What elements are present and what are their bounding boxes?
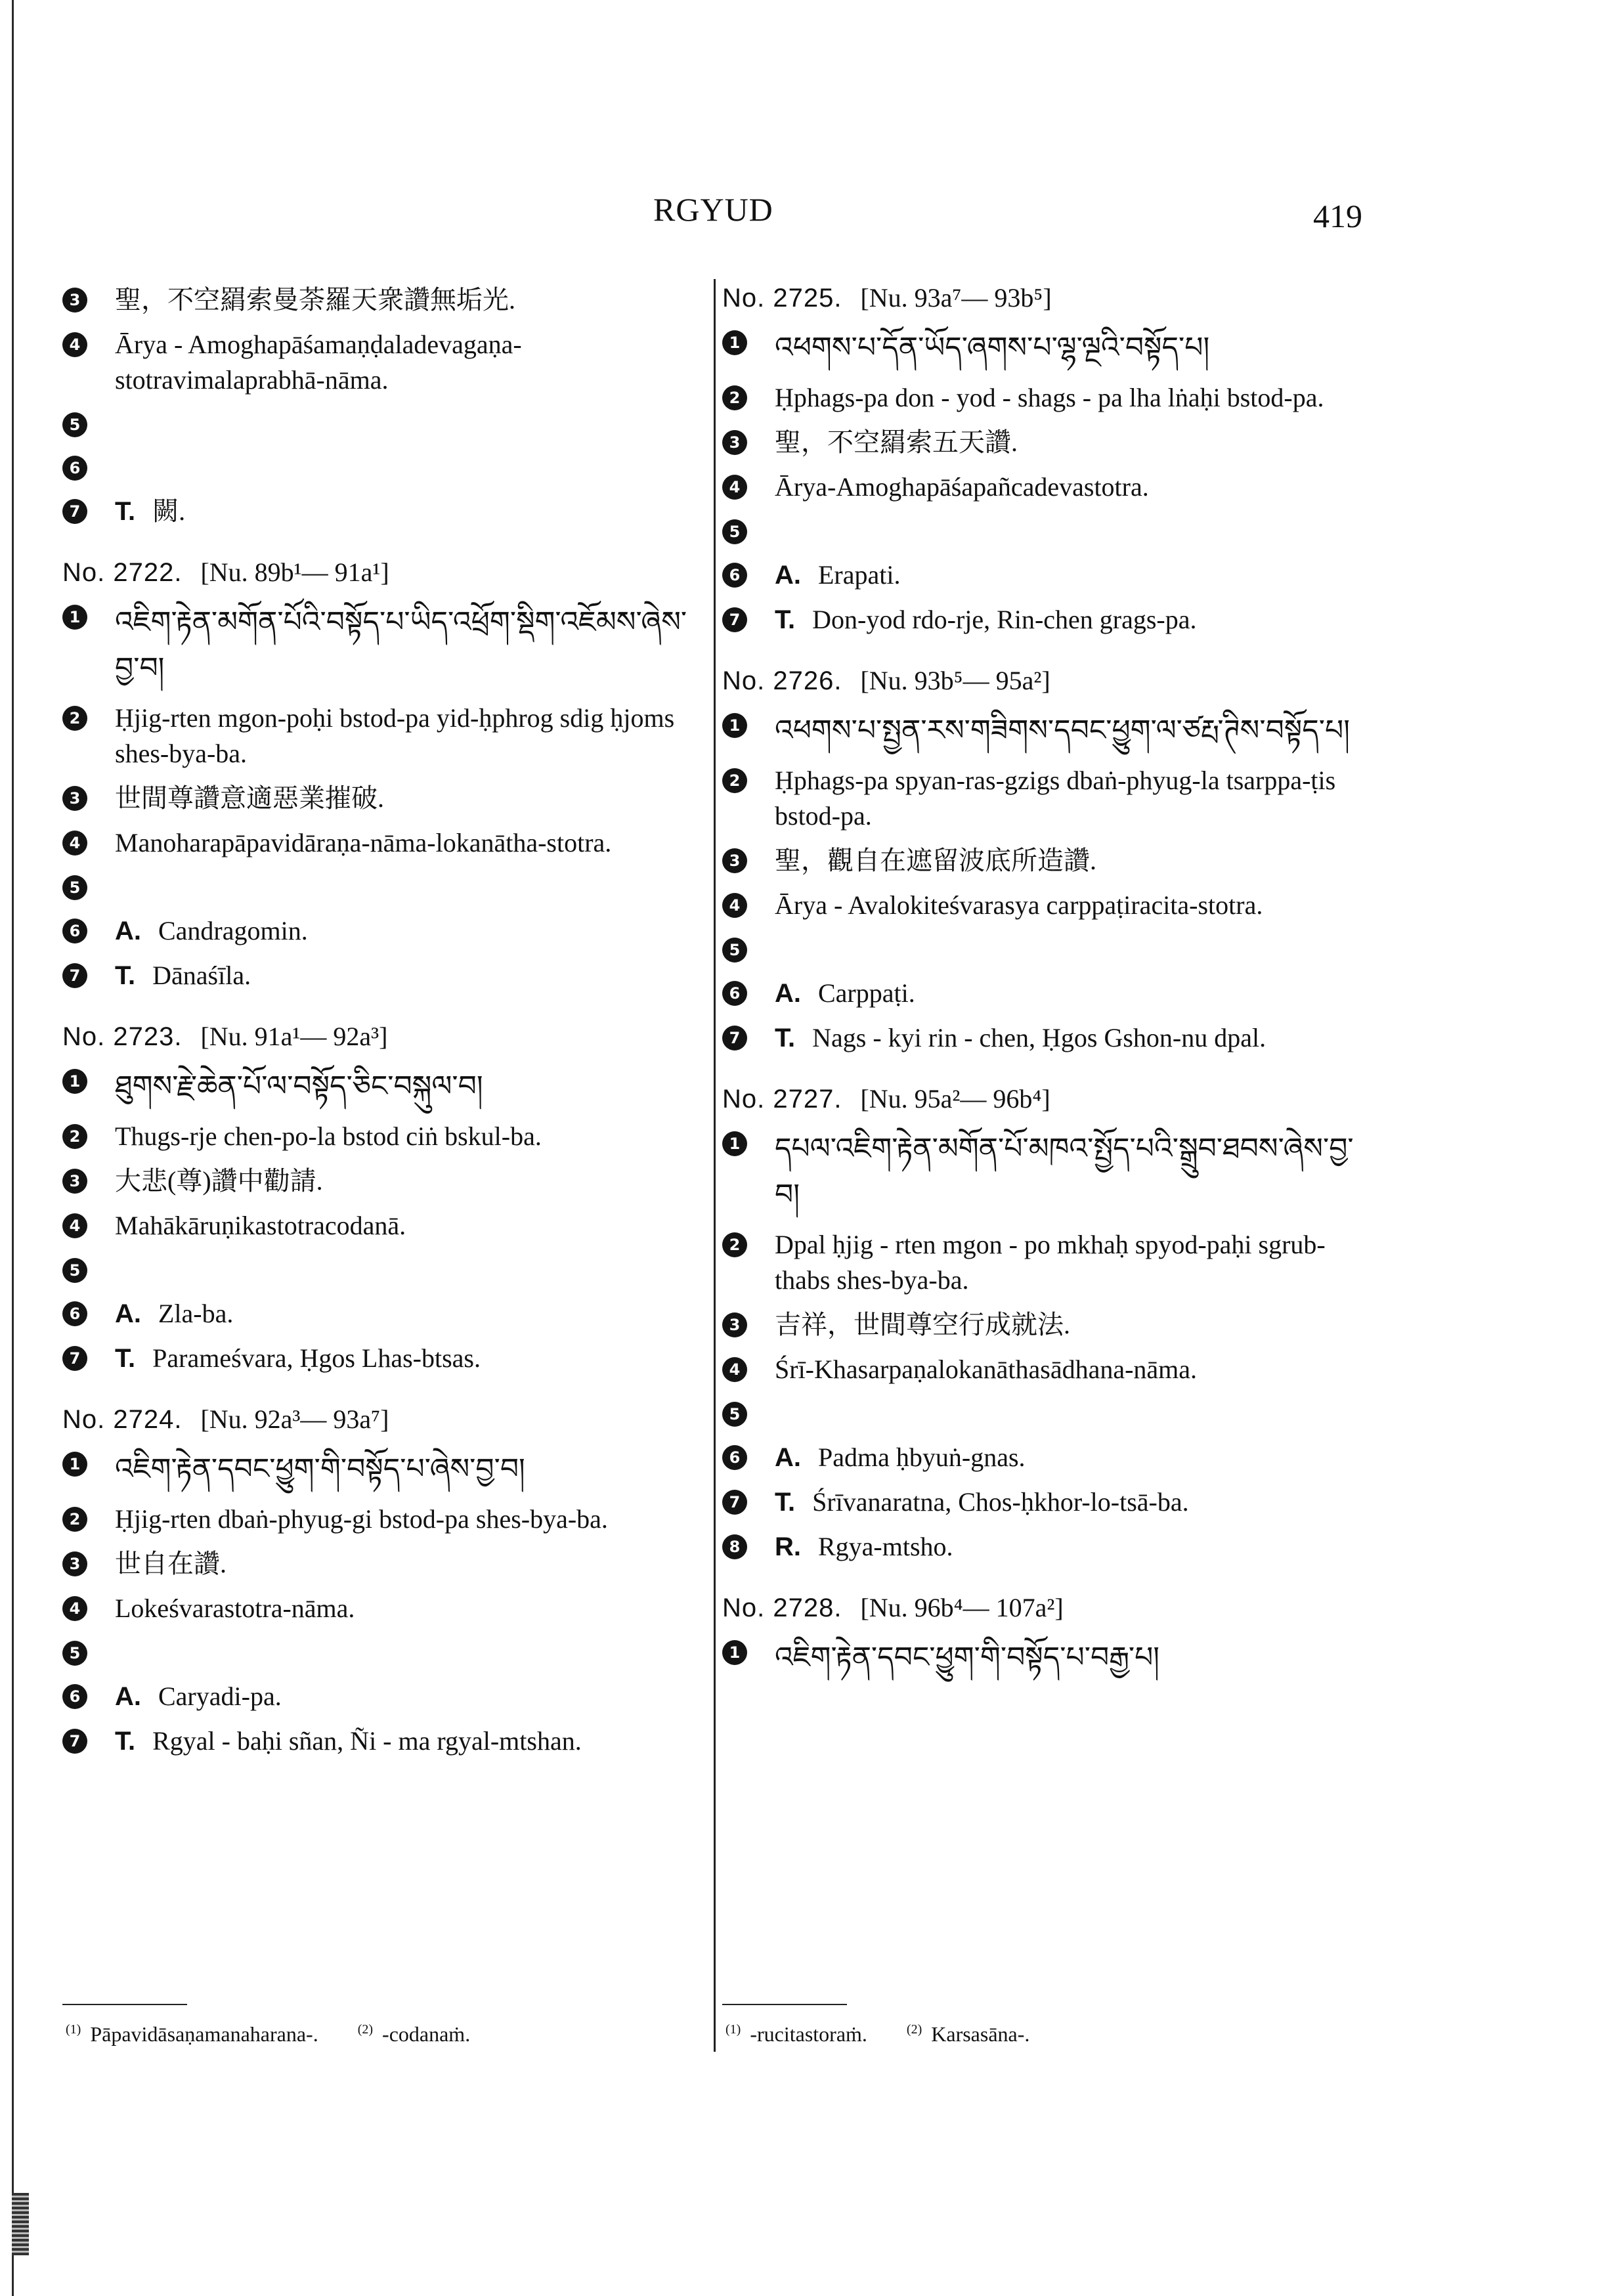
catalog-entry	[62, 1404, 709, 1759]
right-column	[722, 282, 1369, 1708]
field-number-badge: 1	[722, 713, 747, 738]
entry-number: No. 2726.	[722, 666, 842, 695]
field-row	[722, 514, 1369, 548]
field-row	[722, 976, 1369, 1011]
footnote-mark: (2)	[906, 2022, 922, 2037]
field-value: Erapati.	[818, 560, 901, 590]
field-row	[62, 1446, 709, 1492]
field-text	[115, 494, 709, 529]
field-prefix: A.	[775, 979, 801, 1008]
entry-header	[62, 1021, 709, 1052]
field-number-badge: 1	[722, 1131, 747, 1156]
field-number-badge: 4	[722, 1357, 747, 1382]
field-value: Ḥjig-rten mgon-poḥi bstod-pa yid-ḥphrog sdig ḥjoms shes-bya-ba.	[115, 703, 675, 768]
field-row	[62, 1723, 709, 1759]
field-row	[722, 1440, 1369, 1475]
catalog-entry	[722, 1083, 1369, 1565]
field-row	[62, 1591, 709, 1626]
field-number-badge: 1	[722, 1640, 747, 1665]
field-text	[115, 1163, 709, 1199]
field-text	[115, 1546, 709, 1582]
field-row	[722, 1020, 1369, 1056]
field-number-badge: 5	[62, 1641, 87, 1666]
field-number-badge: 5	[722, 1402, 747, 1427]
field-number-badge: 3	[722, 430, 747, 455]
field-number-badge: 6	[62, 456, 87, 481]
field-value: 吉祥，世間尊空行成就法.	[775, 1310, 1070, 1339]
field-row	[722, 1307, 1369, 1343]
field-prefix: A.	[115, 1299, 141, 1328]
field-row	[722, 763, 1369, 834]
field-text	[115, 701, 709, 771]
field-value: འཇིག་རྟེན་དབང་ཕྱུག་གི་བསྟོད་པ་ཞེས་བྱ་བ།	[115, 1452, 525, 1486]
tibetan-title	[775, 325, 1369, 371]
field-row	[62, 781, 709, 816]
field-value: Ḥjig-rten dbaṅ-phyug-gi bstod-pa shes-bya-ba.	[115, 1504, 608, 1534]
field-value: 世自在讚.	[115, 1549, 227, 1578]
entry-reference: [Nu. 96b⁴— 107a²]	[860, 1593, 1064, 1622]
field-value: Padma ḥbyuṅ-gnas.	[818, 1442, 1026, 1472]
field-row	[722, 425, 1369, 460]
field-text	[115, 1591, 709, 1626]
field-number-badge: 3	[722, 1312, 747, 1337]
field-row	[62, 450, 709, 485]
field-row	[62, 1208, 709, 1244]
entry-header	[722, 282, 1369, 313]
field-value: Caryadi-pa.	[158, 1681, 282, 1711]
field-number-badge: 3	[62, 786, 87, 811]
footnote	[907, 2022, 1029, 2047]
field-prefix: T.	[115, 1727, 136, 1756]
field-prefix: T.	[775, 1024, 796, 1052]
entry-reference: [Nu. 91a¹— 92a³]	[200, 1022, 388, 1051]
field-prefix: R.	[775, 1532, 801, 1561]
entry-header	[62, 557, 709, 588]
field-text	[775, 469, 1369, 505]
field-text	[115, 1341, 709, 1376]
catalog-entry	[722, 1592, 1369, 1681]
field-row	[722, 469, 1369, 505]
field-prefix: T.	[115, 961, 136, 990]
field-number-badge: 4	[62, 332, 87, 357]
tibetan-title	[775, 1126, 1369, 1218]
field-row	[62, 958, 709, 993]
field-value: ཐུགས་རྗེ་ཆེན་པོ་ལ་བསྟོད་ཅིང་བསྐུལ་བ།	[115, 1070, 483, 1103]
column-divider	[714, 279, 716, 2052]
entry-number: No. 2724.	[62, 1405, 183, 1434]
field-text	[115, 1296, 709, 1332]
footnotes-left	[66, 2022, 470, 2047]
footnote-mark: (2)	[357, 2022, 374, 2037]
entry-number: No. 2725.	[722, 284, 842, 313]
entry-number: No. 2728.	[722, 1593, 842, 1622]
field-row	[62, 1296, 709, 1332]
field-number-badge: 3	[62, 1169, 87, 1194]
entry-number: No. 2727.	[722, 1085, 842, 1114]
field-text	[115, 781, 709, 816]
field-row	[722, 325, 1369, 371]
footnotes-right	[725, 2022, 1029, 2047]
field-number-badge: 6	[62, 1301, 87, 1326]
running-title: RGYUD	[653, 191, 773, 228]
field-number-badge: 4	[722, 475, 747, 500]
field-prefix: A.	[115, 917, 141, 945]
field-number-badge: 1	[62, 1452, 87, 1477]
field-number-badge: 7	[722, 607, 747, 632]
field-text	[775, 1484, 1369, 1520]
tibetan-title	[115, 1064, 709, 1110]
field-row	[722, 557, 1369, 593]
field-row	[722, 843, 1369, 878]
field-value: Zla-ba.	[158, 1299, 234, 1328]
footnote-mark: (1)	[66, 2022, 81, 2037]
field-text	[775, 1307, 1369, 1343]
field-value: Ārya-Amoghapāśapañcadevastotra.	[775, 472, 1149, 502]
field-text	[115, 282, 709, 318]
tibetan-title	[775, 708, 1369, 754]
field-number-badge: 2	[722, 1232, 747, 1257]
field-value: Ārya - Avalokiteśvarasya carppaṭiracita-stotra.	[775, 890, 1263, 920]
entry-reference: [Nu. 93b⁵— 95a²]	[860, 666, 1050, 695]
field-text	[775, 1020, 1369, 1056]
field-number-badge: 4	[722, 893, 747, 918]
field-number-badge: 3	[62, 1551, 87, 1576]
entry-reference: [Nu. 92a³— 93a⁷]	[200, 1404, 389, 1434]
field-number-badge: 7	[62, 1346, 87, 1371]
entry-number: No. 2722.	[62, 558, 183, 587]
field-number-badge: 6	[722, 563, 747, 588]
field-value: Nags - kyi rin - chen, Ḥgos Gshon-nu dpal.	[812, 1023, 1266, 1052]
field-row	[62, 1163, 709, 1199]
field-number-badge: 7	[722, 1026, 747, 1051]
field-number-badge: 3	[62, 288, 87, 313]
field-value: 世間尊讚意適惡業摧破.	[115, 783, 384, 813]
field-row	[722, 1352, 1369, 1387]
field-text	[115, 825, 709, 861]
field-number-badge: 2	[62, 1507, 87, 1532]
field-value: 聖，不空羂索五天讚.	[775, 427, 1018, 457]
field-value: 聖，觀自在遮留波底所造讚.	[775, 846, 1096, 875]
entry-header	[722, 1592, 1369, 1623]
field-value: Parameśvara, Ḥgos Lhas-btsas.	[152, 1343, 481, 1373]
field-number-badge: 5	[722, 519, 747, 544]
field-prefix: A.	[115, 1682, 141, 1711]
field-number-badge: 2	[722, 385, 747, 410]
footnote-rule-right	[722, 2004, 847, 2005]
field-row	[62, 494, 709, 529]
field-row	[62, 1502, 709, 1537]
field-number-badge: 5	[62, 875, 87, 900]
field-text	[775, 1227, 1369, 1298]
field-value: 闕.	[152, 496, 186, 526]
field-text	[115, 1679, 709, 1714]
footnote	[725, 2022, 867, 2047]
tibetan-title	[775, 1635, 1369, 1681]
field-row	[62, 1064, 709, 1110]
field-row	[722, 888, 1369, 923]
field-number-badge: 7	[62, 963, 87, 988]
footnote-text: Pāpavidāsaṇamanaharana-.	[90, 2022, 318, 2046]
field-text	[775, 888, 1369, 923]
field-number-badge: 8	[722, 1534, 747, 1559]
field-value: འཇིག་རྟེན་མགོན་པོའི་བསྟོད་པ་ཡིད་འཕྲོག་སྡིག་འཇོམས་ཞེས་བྱ་བ།	[115, 605, 687, 685]
field-value: འཇིག་རྟེན་དབང་ཕྱུག་གི་བསྟོད་པ་བརྒྱ་པ།	[775, 1641, 1160, 1674]
field-row	[722, 380, 1369, 416]
tibetan-title	[115, 1446, 709, 1492]
field-row	[722, 1529, 1369, 1565]
field-value: Dpal ḥjig - rten mgon - po mkhaḥ spyod-paḥi sgrub-thabs shes-bya-ba.	[775, 1230, 1326, 1295]
catalog-entry	[62, 282, 709, 529]
catalog-entry	[62, 557, 709, 993]
field-value: Ḥphags-pa don - yod - shags - pa lha lṅaḥi bstod-pa.	[775, 383, 1324, 412]
field-row	[722, 1397, 1369, 1431]
field-text	[115, 913, 709, 949]
field-row	[722, 1227, 1369, 1298]
field-number-badge: 7	[62, 1729, 87, 1754]
entry-number: No. 2723.	[62, 1022, 183, 1051]
field-prefix: T.	[115, 497, 136, 526]
field-value: 聖，不空羂索曼荼羅天衆讚無垢光.	[115, 285, 515, 314]
field-row	[62, 1635, 709, 1670]
field-row	[62, 599, 709, 691]
field-prefix: A.	[775, 561, 801, 590]
field-text	[775, 976, 1369, 1011]
field-row	[62, 1546, 709, 1582]
field-text	[775, 763, 1369, 834]
field-text	[775, 1352, 1369, 1387]
field-text	[115, 958, 709, 993]
field-row	[722, 708, 1369, 754]
footnote-text: -rucitastoraṁ.	[750, 2022, 867, 2046]
tibetan-title	[115, 599, 709, 691]
catalog-entry	[62, 1021, 709, 1376]
field-text	[775, 1529, 1369, 1565]
field-prefix: A.	[775, 1443, 801, 1472]
field-row	[62, 870, 709, 904]
entry-reference: [Nu. 93a⁷— 93b⁵]	[860, 283, 1052, 313]
field-number-badge: 2	[722, 768, 747, 793]
page-margin-line	[12, 0, 14, 2296]
field-value: Manoharapāpavidāraṇa-nāma-lokanātha-stotra.	[115, 828, 612, 857]
field-number-badge: 5	[62, 412, 87, 437]
field-number-badge: 6	[62, 919, 87, 943]
field-prefix: T.	[775, 605, 796, 634]
field-number-badge: 5	[62, 1258, 87, 1283]
field-row	[62, 1341, 709, 1376]
field-value: Rgyal - baḥi sñan, Ñi - ma rgyal-mtshan.	[152, 1726, 582, 1756]
field-text	[115, 1208, 709, 1244]
field-number-badge: 4	[62, 1596, 87, 1621]
catalog-entry	[722, 665, 1369, 1056]
field-row	[62, 327, 709, 398]
field-value: འཕགས་པ་སྤྱན་རས་གཟིགས་དབང་ཕྱུག་ལ་ཙརྤ་ཊིས་བསྟོད་པ།	[775, 714, 1350, 747]
field-prefix: T.	[115, 1344, 136, 1373]
field-number-badge: 4	[62, 1213, 87, 1238]
entry-header	[62, 1404, 709, 1435]
field-text	[775, 602, 1369, 638]
field-text	[115, 327, 709, 398]
entry-header	[722, 665, 1369, 696]
field-row	[722, 1635, 1369, 1681]
field-value: Mahākāruṇikastotracodanā.	[115, 1211, 406, 1240]
field-value: Rgya-mtsho.	[818, 1532, 953, 1561]
footnote	[358, 2022, 470, 2047]
entry-reference: [Nu. 89b¹— 91a¹]	[200, 557, 389, 587]
field-number-badge: 4	[62, 831, 87, 856]
field-text	[775, 425, 1369, 460]
field-row	[62, 1253, 709, 1287]
field-number-badge: 2	[62, 1124, 87, 1149]
scan-edge-mark	[12, 2193, 29, 2255]
field-prefix: T.	[775, 1488, 796, 1517]
field-row	[62, 1119, 709, 1154]
field-number-badge: 6	[722, 981, 747, 1006]
field-value: དཔལ་འཇིག་རྟེན་མགོན་པོ་མཁའ་སྤྱོད་པའི་སྒྲུབ་ཐབས་ཞེས་བྱ་བ།	[775, 1132, 1354, 1211]
field-text	[115, 1119, 709, 1154]
field-value: Candragomin.	[158, 916, 308, 945]
field-value: Don-yod rdo-rje, Rin-chen grags-pa.	[812, 605, 1197, 634]
field-text	[775, 557, 1369, 593]
field-value: Carppaṭi.	[818, 978, 915, 1008]
catalog-entry	[722, 282, 1369, 638]
field-text	[775, 380, 1369, 416]
field-value: Ḥphags-pa spyan-ras-gzigs dbaṅ-phyug-la tsarppa-ṭis bstod-pa.	[775, 766, 1336, 831]
field-value: Dānaśīla.	[152, 961, 251, 990]
entry-reference: [Nu. 95a²— 96b⁴]	[860, 1084, 1050, 1114]
field-value: 大悲(尊)讚中勸請.	[115, 1166, 323, 1196]
field-value: Śrī-Khasarpaṇalokanāthasādhana-nāma.	[775, 1354, 1198, 1384]
field-number-badge: 6	[62, 1684, 87, 1709]
field-value: Ārya - Amoghapāśamaṇḍaladevagaṇa-stotravimalaprabhā-nāma.	[115, 330, 522, 395]
field-number-badge: 3	[722, 848, 747, 873]
footnote-mark: (1)	[725, 2022, 741, 2037]
footnote-text: -codanaṁ.	[382, 2022, 471, 2046]
footnote	[66, 2022, 318, 2047]
field-row	[722, 1126, 1369, 1218]
field-number-badge: 7	[722, 1490, 747, 1515]
field-row	[62, 701, 709, 771]
field-text	[775, 1440, 1369, 1475]
field-row	[62, 407, 709, 441]
footnote-text: Karsasāna-.	[931, 2022, 1030, 2046]
field-row	[62, 1679, 709, 1714]
left-column	[62, 282, 709, 1787]
field-value: འཕགས་པ་དོན་ཡོད་ཞགས་པ་ལྷ་ལྔའི་བསྟོད་པ།	[775, 331, 1210, 364]
field-number-badge: 2	[62, 706, 87, 731]
field-text	[115, 1502, 709, 1537]
field-number-badge: 6	[722, 1445, 747, 1470]
field-number-badge: 1	[62, 605, 87, 630]
field-text	[775, 843, 1369, 878]
field-row	[722, 1484, 1369, 1520]
footnote-rule-left	[62, 2004, 187, 2005]
field-value: Śrīvanaratna, Chos-ḥkhor-lo-tsā-ba.	[812, 1487, 1189, 1517]
field-row	[62, 825, 709, 861]
entry-header	[722, 1083, 1369, 1114]
field-row	[62, 913, 709, 949]
field-row	[62, 282, 709, 318]
page-number: 419	[1313, 198, 1362, 234]
field-number-badge: 5	[722, 938, 747, 963]
field-text	[115, 1723, 709, 1759]
field-number-badge: 7	[62, 499, 87, 524]
field-row	[722, 602, 1369, 638]
field-number-badge: 1	[62, 1069, 87, 1094]
field-value: Thugs-rje chen-po-la bstod ciṅ bskul-ba.	[115, 1121, 542, 1151]
field-row	[722, 932, 1369, 966]
field-value: Lokeśvarastotra-nāma.	[115, 1593, 355, 1623]
field-number-badge: 1	[722, 330, 747, 355]
